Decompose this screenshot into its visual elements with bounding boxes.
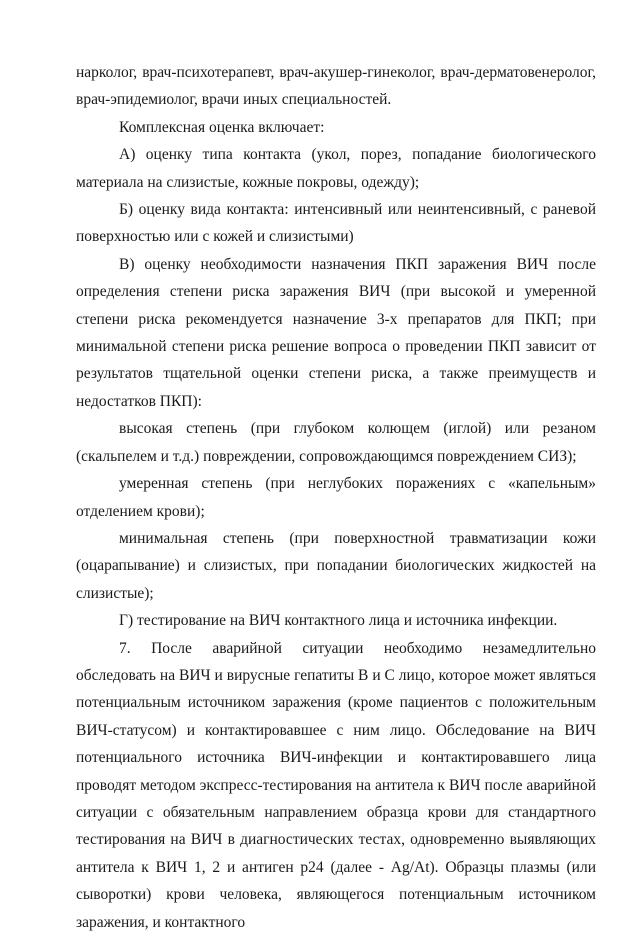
paragraph-item-g: Г) тестирование на ВИЧ контактного лица и источника инфекции. — [119, 612, 558, 630]
paragraph-risk-minimal: минимальная степень (при поверхностной травматизации кожи (оцарапывание) и слизистых, при попадании биологических жидкостей на слизистые); — [76, 529, 596, 602]
paragraph-continuation: нарколог, врач-психотерапевт, врач-акушер-гинеколог, врач-дерматовенеролог, врач-эпидемиолог, врачи иных специальностей. — [76, 64, 596, 109]
paragraph-risk-high: высокая степень (при глубоком колющем (иглой) или резаном (скальпелем и т.д.) повреждении, сопровождающимся повреждением СИЗ); — [76, 420, 596, 465]
paragraph-item-b: Б) оценку вида контакта: интенсивный или неинтенсивный, с раневой поверхностью или с кожей и слизистыми) — [76, 201, 596, 246]
paragraph-risk-moderate: умеренная степень (при неглубоких поражениях с «капельным» отделением крови); — [76, 475, 596, 520]
document-body — [76, 59, 596, 936]
paragraph-item-v: В) оценку необходимости назначения ПКП заражения ВИЧ после определения степени риска заражения ВИЧ (при высокой и умеренной степени риска рекомендуется назначение 3-х препаратов для ПКП; при минимальной степени риска решение вопроса о проведении ПКП зависит от результатов тщательной оценки степени риска, а также преимуществ и недостатков ПКП): — [76, 255, 596, 410]
paragraph-item-a: А) оценку типа контакта (укол, порез, попадание биологического материала на слизистые, кожные покровы, одежду); — [76, 146, 596, 191]
paragraph-assessment-intro: Комплексная оценка включает: — [119, 118, 325, 136]
paragraph-section-7: 7. После аварийной ситуации необходимо незамедлительно обследовать на ВИЧ и вирусные гепатиты В и С лицо, которое может являться потенциальным источником заражения (кроме пациентов с положительным ВИЧ-статусом) и контактировавшее с ним лицо. Обследование на ВИЧ потенциального источника ВИЧ-инфекции и контактировавшего лица проводят методом экспресс-тестирования на антитела к ВИЧ после аварийной ситуации с обязательным направлением образца крови для стандартного тестирования на ВИЧ в диагностических тестах, одновременно выявляющих антитела к ВИЧ 1, 2 и антиген р24 (далее - Ag/At). Образцы плазмы (или сыворотки) крови человека, являющегося потенциальным источником заражения, и контактного — [76, 639, 596, 931]
